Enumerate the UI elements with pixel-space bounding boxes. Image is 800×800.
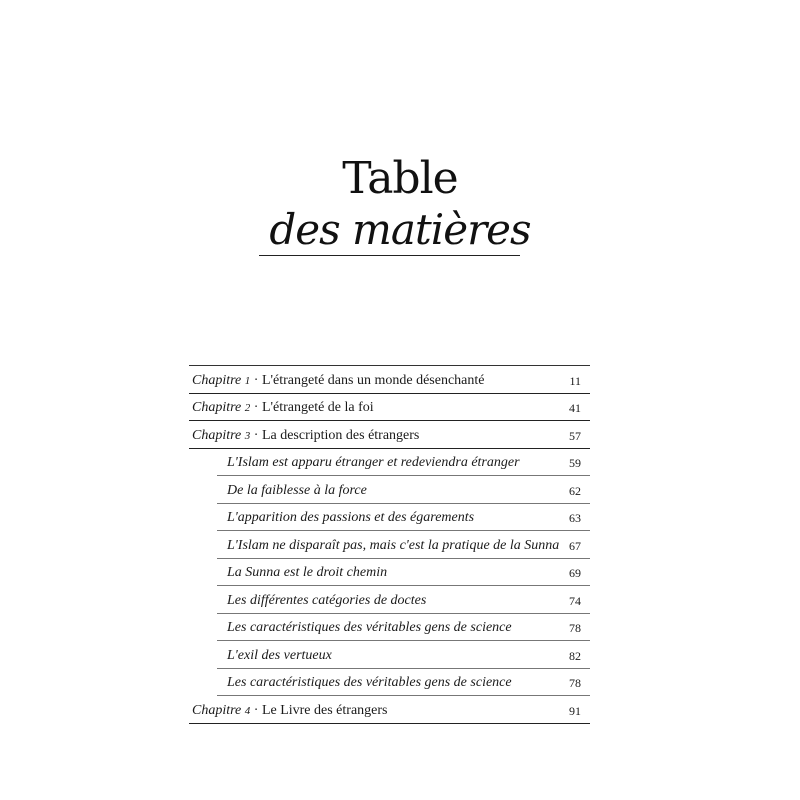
- toc-section-row: [217, 476, 590, 504]
- page-number: 62: [569, 483, 581, 498]
- toc-entry-label: [227, 593, 426, 609]
- toc-entry-label: [227, 648, 332, 664]
- page-number: 63: [569, 511, 581, 525]
- page-number: 59: [569, 456, 581, 470]
- page-number: 91: [569, 703, 581, 718]
- toc-entry-label: [227, 538, 559, 554]
- toc-section-row: [217, 614, 590, 642]
- toc-entry-label: [192, 373, 484, 389]
- section-title: L'exil des vertueux: [227, 647, 332, 663]
- toc-entry-label: [192, 428, 419, 444]
- chapter-number: 3: [244, 429, 251, 442]
- toc-chapter-row: [189, 366, 590, 394]
- page-number: 41: [569, 401, 581, 415]
- section-title: L'Islam ne disparaît pas, mais c'est la pratique de la Sunna: [227, 537, 560, 553]
- section-title: Les caractéristiques des véritables gens de science: [227, 675, 512, 690]
- page-number: 74: [569, 593, 581, 608]
- chapter-separator: ·: [250, 702, 262, 718]
- toc-section-row: [217, 559, 590, 587]
- chapter-title: L'étrangeté dans un monde désenchanté: [261, 372, 485, 388]
- toc-entry-label: [192, 400, 374, 416]
- page-number: 11: [569, 373, 581, 388]
- section-title: De la faiblesse à la force: [227, 482, 367, 498]
- toc-section-row: [217, 586, 590, 614]
- chapter-word: Chapitre: [192, 702, 242, 718]
- chapter-title: L'étrangeté de la foi: [261, 400, 374, 415]
- toc-entry-label: [227, 455, 520, 471]
- chapter-word: Chapitre: [192, 427, 242, 443]
- toc-section-row: [217, 531, 590, 559]
- toc-chapter-row: [189, 394, 590, 422]
- toc-section-row: [217, 641, 590, 669]
- page-number: 57: [569, 428, 581, 443]
- chapter-word: Chapitre: [192, 400, 242, 415]
- toc-section-row: [217, 504, 590, 532]
- toc-entry-label: [227, 510, 474, 526]
- title-divider: [259, 255, 520, 256]
- toc-entry-label: [192, 703, 388, 719]
- chapter-separator: ·: [250, 427, 262, 443]
- chapter-title: Le Livre des étrangers: [261, 702, 388, 718]
- chapter-title: La description des étrangers: [261, 427, 420, 443]
- page-number: 78: [569, 621, 581, 635]
- toc-entry-label: [227, 483, 367, 499]
- page-heading: [0, 155, 800, 253]
- section-title: L'Islam est apparu étranger et redeviendra étranger: [227, 455, 520, 470]
- chapter-separator: ·: [250, 372, 262, 388]
- page-subtitle: des matières: [269, 205, 531, 254]
- section-title: L'apparition des passions et des égarements: [227, 510, 475, 525]
- toc-entry-label: [227, 620, 512, 636]
- toc-chapter-row: [189, 696, 590, 724]
- section-title: Les différentes catégories de doctes: [227, 592, 427, 608]
- toc-entry-label: [227, 565, 387, 581]
- page-number: 78: [569, 676, 581, 690]
- toc-entry-label: [227, 675, 512, 691]
- page-number: 69: [569, 566, 581, 580]
- chapter-number: 1: [244, 374, 251, 387]
- chapter-word: Chapitre: [192, 372, 242, 388]
- table-of-contents: [189, 365, 590, 724]
- chapter-number: 4: [244, 704, 251, 717]
- page-number: 67: [569, 538, 581, 553]
- toc-chapter-row: [189, 421, 590, 449]
- page-number: 82: [569, 648, 581, 663]
- section-title: Les caractéristiques des véritables gens de science: [227, 620, 512, 635]
- section-title: La Sunna est le droit chemin: [227, 565, 388, 580]
- chapter-number: 2: [244, 402, 251, 414]
- toc-section-row: [217, 449, 590, 477]
- page-title: Table: [342, 153, 458, 204]
- chapter-separator: ·: [250, 400, 262, 415]
- toc-section-row: [217, 669, 590, 697]
